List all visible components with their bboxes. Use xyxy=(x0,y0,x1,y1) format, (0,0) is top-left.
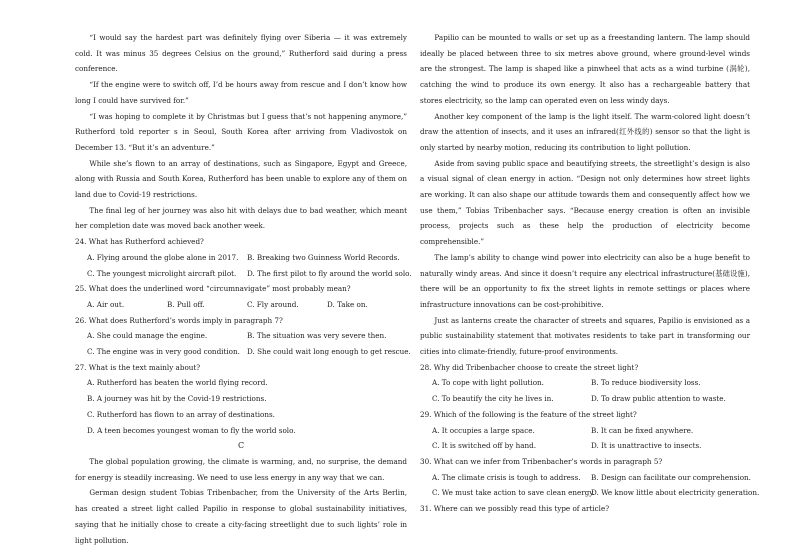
option-b: B. To reduce biodiversity loss. xyxy=(591,378,701,388)
option-a: A. Air out. xyxy=(87,299,125,309)
options xyxy=(75,297,407,313)
paragraph: While she’s flown to an array of destinations, such as Singapore, Egypt and Greece, along with Russia and South Korea, Rutherford has been unable to explore any of them on land due to Covid-19 restrictions. xyxy=(75,158,407,200)
options xyxy=(75,250,412,281)
question-27 xyxy=(75,360,407,439)
option-a: A. It occupies a large space. xyxy=(432,425,535,435)
question-31 xyxy=(420,501,750,517)
question-stem: 24. What has Rutherford achieved? xyxy=(75,237,204,247)
question-25 xyxy=(75,281,407,312)
question-26 xyxy=(75,313,411,360)
section-heading: C xyxy=(237,441,245,451)
option-a: A. To cope with light pollution. xyxy=(432,378,544,388)
paragraph: “I was hoping to complete it by Christmas but I guess that’s not happening anymore,” Rutherford told reporter s in Seoul, South Korea after arriving from Vladivostok on December 13. “But it’s an adventure.” xyxy=(75,111,407,152)
paragraph: “I would say the hardest part was definitely flying over Siberia — it was extremely cold. It was minus 35 degrees Celsius on the ground,” Rutherford said during a press conference. xyxy=(75,33,407,74)
passage-b-continued xyxy=(75,30,407,234)
option-c: C. Fly around. xyxy=(247,299,299,309)
option-b: B. It can be fixed anywhere. xyxy=(591,425,694,435)
option-a: A. The climate crisis is tough to address. xyxy=(432,472,581,482)
question-29 xyxy=(420,407,750,454)
option-b: B. A journey was hit by the Covid-19 restrictions. xyxy=(87,394,267,404)
left-column xyxy=(75,30,412,548)
option-d: D. The first pilot to fly around the world solo. xyxy=(247,268,412,278)
question-24 xyxy=(75,234,412,281)
option-c: C. The engine was in very good condition. xyxy=(87,347,240,357)
option-c: C. Rutherford has flown to an array of destinations. xyxy=(87,409,275,419)
paragraph: Another key component of the lamp is the light itself. The warm-colored light doesn’t draw the attention of insects, and it uses an infrared(红外线的) sensor so that the light is only started by nearby motion, reducing its contribution to light pollution. xyxy=(420,111,750,152)
question-28 xyxy=(420,360,750,407)
option-d: D. To draw public attention to waste. xyxy=(591,394,726,404)
question-stem: 27. What is the text mainly about? xyxy=(75,362,201,372)
question-stem: 30. What can we infer from Tribenbacher’s words in paragraph 5? xyxy=(420,456,663,466)
paragraph: “If the engine were to switch off, I’d be hours away from rescue and I don’t know how long I could have survived for.” xyxy=(75,80,407,105)
options xyxy=(75,328,411,359)
paragraph: Just as lanterns create the character of streets and squares, Papilio is envisioned as a public sustainability statement that motivates residents to take part in transforming our cities into climate-friendly, future-proof environments. xyxy=(420,315,750,357)
options xyxy=(75,375,407,438)
paragraph: Aside from saving public space and beautifying streets, the streetlight’s design is also a visual signal of clean energy in action. “Design not only determines how street lights are working. It can also shape our attitude towards them and consequently affect how we use them,” Tobias Tribenbacher says. “Because energy creation is often an invisible process, projects such as these help the production of electricity become comprehensible.” xyxy=(420,158,750,247)
option-c: C. To beautify the city he lives in. xyxy=(432,394,554,404)
option-d: D. She could wait long enough to get rescue. xyxy=(247,347,411,357)
paragraph: The global population growing, the climate is warming, and, no surprise, the demand for energy is steadily increasing. We need to use less energy in any way that we can. xyxy=(75,456,407,482)
option-d: D. Take on. xyxy=(327,299,368,309)
option-d: D. We know little about electricity generation. xyxy=(591,488,760,498)
question-stem: 28. Why did Tribenbacher choose to create the street light? xyxy=(420,362,639,372)
option-b: B. Breaking two Guinness World Records. xyxy=(247,252,400,262)
options xyxy=(420,375,750,406)
options xyxy=(420,470,760,501)
passage-c-start xyxy=(75,454,407,548)
option-d: D. A teen becomes youngest woman to fly the world solo. xyxy=(87,425,296,435)
option-a: A. She could manage the engine. xyxy=(87,331,208,341)
option-c: C. It is switched off by hand. xyxy=(432,441,537,451)
question-stem: 25. What does the underlined word “circumnavigate” most probably mean? xyxy=(75,284,351,294)
right-column xyxy=(420,30,760,517)
option-b: B. Pull off. xyxy=(167,299,205,309)
option-c: C. The youngest microlight aircraft pilot. xyxy=(87,268,237,278)
options xyxy=(420,423,750,454)
option-d: D. It is unattractive to insects. xyxy=(591,441,702,451)
paragraph: German design student Tobias Tribenbacher, from the University of the Arts Berlin, has created a street light called Papilio in response to global sustainability initiatives, saying that he initially chose to create a city-facing streetlight due to such lights’ role in light pollution. xyxy=(75,488,407,545)
option-b: B. Design can facilitate our comprehension. xyxy=(591,472,751,482)
paragraph: The lamp’s ability to change wind power into electricity can also be a huge benefit to naturally windy areas. And since it doesn’t require any electrical infrastructure(基础设施), there will be an opportunity to fix the street lights in remote settings or places where infrastructure innovations can be cost-prohibitive. xyxy=(420,252,750,309)
question-stem: 31. Where can we possibly read this type of article? xyxy=(420,504,610,514)
question-30 xyxy=(420,454,760,501)
paragraph: The final leg of her journey was also hit with delays due to bad weather, which meant her completion date was moved back another week. xyxy=(75,205,407,231)
paragraph: Papilio can be mounted to walls or set up as a freestanding lantern. The lamp should ideally be placed between three to six metres above ground, where ground-level winds are the strongest. The lamp is shaped like a pinwheel that acts as a wind turbine (涡轮), catching the wind to produce its own energy. It also has a rechargeable battery that stores electricity, so the lamp can operated even on less windy days. xyxy=(420,33,750,105)
question-stem: 29. Which of the following is the feature of the street light? xyxy=(420,409,637,419)
option-b: B. The situation was very severe then. xyxy=(247,331,387,341)
option-a: A. Rutherford has beaten the world flying record. xyxy=(87,378,268,388)
option-a: A. Flying around the globe alone in 2017. xyxy=(87,252,239,262)
question-stem: 26. What does Rutherford’s words imply in paragraph 7? xyxy=(75,315,283,325)
option-c: C. We must take action to save clean energy. xyxy=(432,488,595,498)
passage-c-continued xyxy=(420,30,750,360)
